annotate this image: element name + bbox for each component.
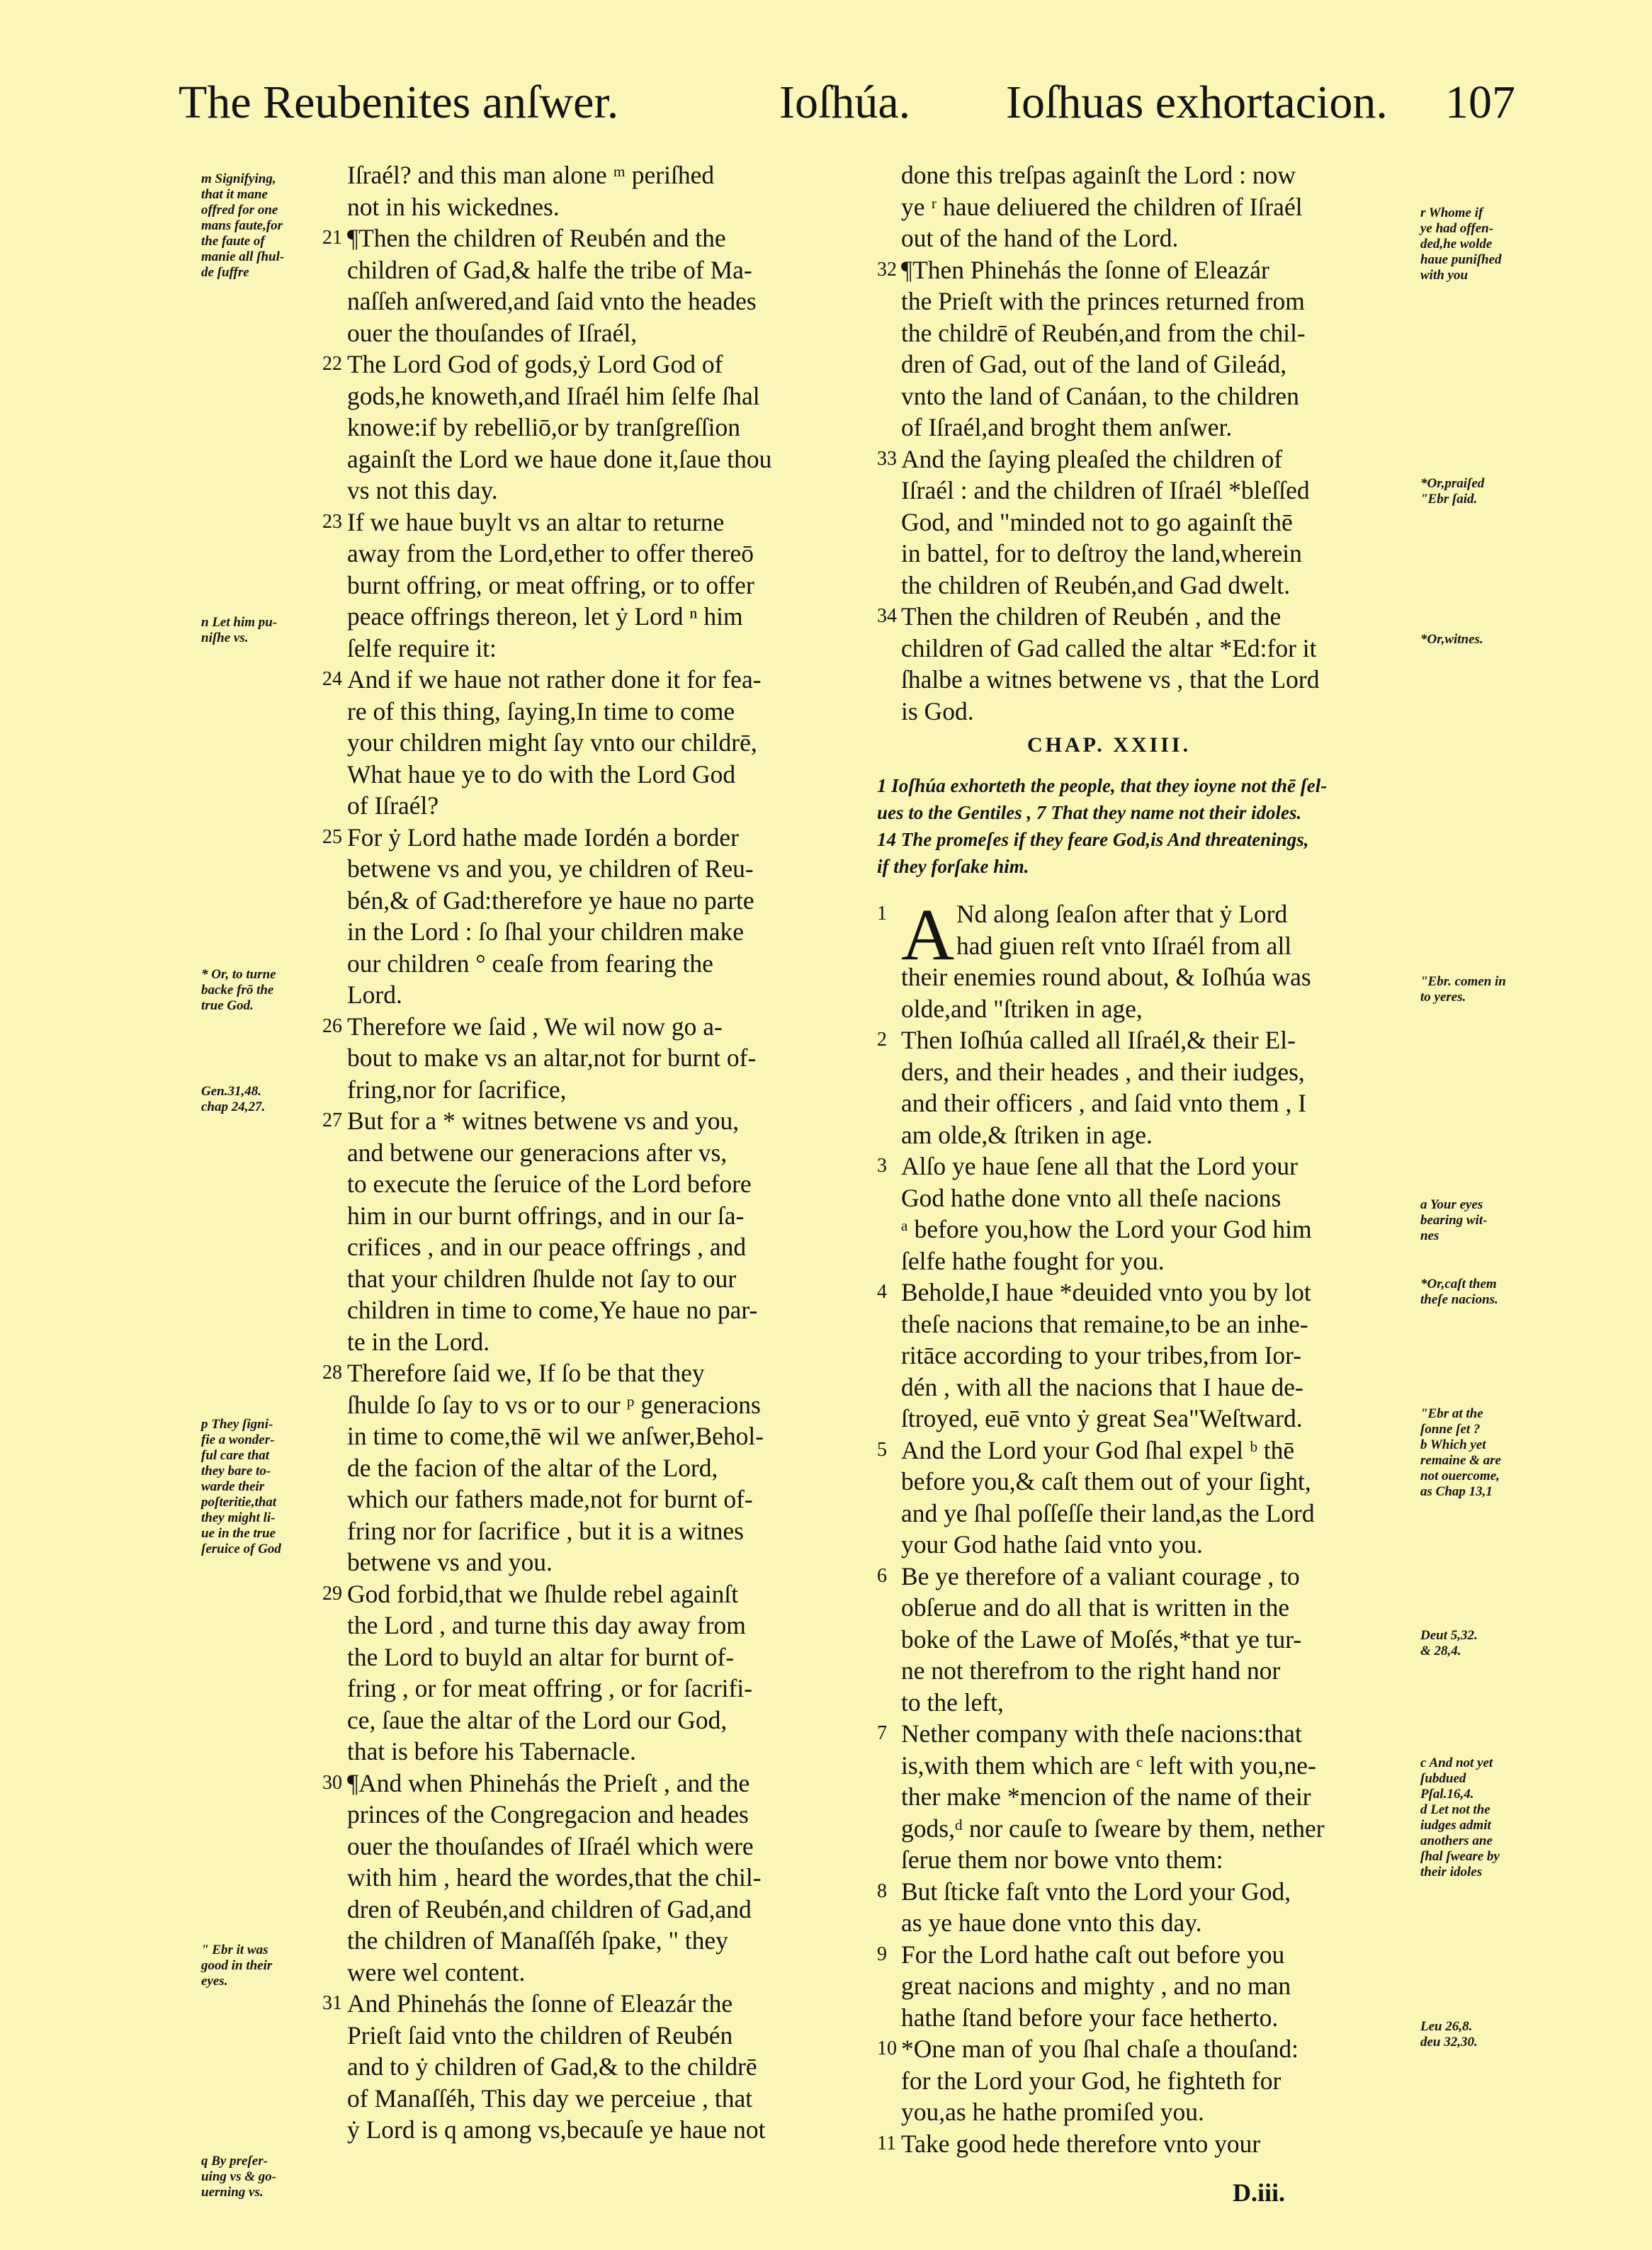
text-line: which our fathers made,not for burnt of-: [347, 1485, 753, 1513]
verse-number: 23: [322, 510, 342, 533]
text-line: gods,he knoweth,and Iſraél him ſelfe ſhal: [347, 381, 760, 410]
text-line: ſtroyed, euē vnto ẏ great Sea"Weſtward.: [901, 1404, 1303, 1432]
text-line: their enemies round about, & Ioſhúa was: [901, 963, 1311, 991]
text-line: great nacions and mighty , and no man: [901, 1972, 1291, 2000]
text-line: If we haue buylt vs an altar to returne: [347, 507, 725, 536]
text-line: were wel content.: [347, 1957, 526, 1986]
text-line: Nd along ſeaſon after that ẏ Lord: [956, 900, 1288, 928]
margin-note: m Signifying, that it mane offred for one mans faute,for the faute of manie all ſhul- de ſuffre: [201, 171, 285, 280]
margin-note: *Or,praiſed "Ebr ſaid.: [1420, 476, 1485, 507]
text-line: burnt offring, or meat offring, or to offer: [347, 570, 754, 599]
text-line: And Phinehás the ſonne of Eleazár the: [347, 1989, 733, 2018]
text-line: Therefore ſaid we, If ſo be that they: [347, 1359, 705, 1387]
text-line: Then the children of Reubén , and the: [901, 602, 1282, 631]
verse-number: 5: [877, 1438, 887, 1461]
text-line: for the Lord your God, he fighteth for: [901, 2066, 1282, 2095]
margin-note: Gen.31,48. chap 24,27.: [201, 1084, 266, 1114]
text-line: of Iſraél,and broght them anſwer.: [901, 413, 1233, 441]
margin-note: Leu 26,8. deu 32,30.: [1420, 2019, 1478, 2050]
text-line: children of Gad,& halfe the tribe of Ma-: [347, 255, 752, 284]
text-line: ouer the thouſandes of Iſraél,: [347, 318, 638, 347]
text-line: Then Ioſhúa called all Iſraél,& their El-: [901, 1026, 1296, 1054]
text-line: againſt the Lord we haue done it,ſaue thou: [347, 444, 772, 473]
text-line: dén , with all the nacions that I haue de-: [901, 1372, 1303, 1401]
text-line: and betwene our generacions after vs,: [347, 1138, 728, 1167]
text-line: Alſo ye haue ſene all that the Lord your: [901, 1152, 1298, 1180]
verse-number: 1: [877, 903, 887, 925]
text-line: ouer the thouſandes of Iſraél which were: [347, 1831, 754, 1860]
text-line: ders, and their heades , and their iudges,: [901, 1057, 1305, 1086]
header-book-title: Ioſhúa.: [779, 77, 911, 128]
text-line: God, and "minded not to go againſt thē: [901, 507, 1293, 536]
text-line: as ye haue done vnto this day.: [901, 1909, 1202, 1937]
text-line: of Iſraél?: [347, 791, 439, 820]
verse-number: 2: [877, 1029, 887, 1051]
verse-number: 32: [877, 258, 897, 281]
text-line: ¶And when Phinehás the Prieſt , and the: [347, 1768, 750, 1797]
text-line: ſelfe require it:: [347, 633, 497, 662]
text-line: But for a * witnes betwene vs and you,: [347, 1107, 740, 1135]
margin-note: "Ebr at the ſonne ſet ? b Which yet remaine & are not ouercome, as Chap 13,1: [1420, 1406, 1501, 1499]
text-line: God hathe done vnto all theſe nacions: [901, 1183, 1282, 1212]
text-line: Therefore we ſaid , We wil now go a-: [347, 1012, 723, 1041]
text-line: Iſraél : and the children of Iſraél *bleſſed: [901, 476, 1310, 504]
text-line: in the Lord : ſo ſhal your children make: [347, 917, 744, 946]
text-line: the Lord , and turne this day away from: [347, 1611, 746, 1639]
text-line: theſe nacions that remaine,to be an inhe-: [901, 1309, 1308, 1338]
text-line: to execute the ſeruice of the Lord before: [347, 1170, 752, 1198]
verse-number: 10: [877, 2037, 897, 2059]
verse-number: 28: [322, 1362, 342, 1384]
verse-number: 34: [877, 605, 897, 627]
verse-number: 30: [322, 1771, 342, 1794]
chapter-heading: CHAP. XXIII.: [1027, 733, 1192, 757]
text-line: But ſticke faſt vnto the Lord your God,: [901, 1877, 1291, 1906]
verse-number: 29: [322, 1582, 342, 1605]
text-line: the children of Manaſſéh ſpake, " they: [347, 1926, 728, 1955]
text-line: am olde,& ſtriken in age.: [901, 1120, 1153, 1149]
text-line: Lord.: [347, 980, 402, 1009]
margin-note: "Ebr. comen in to yeres.: [1420, 974, 1506, 1005]
margin-note: * Or, to turne backe frō the true God.: [201, 967, 276, 1013]
text-line: gods,ᵈ nor cauſe to ſweare by them, nether: [901, 1814, 1325, 1843]
text-line: the Lord to buyld an altar for burnt of-: [347, 1642, 735, 1671]
text-line: ſhulde ſo ſay to vs or to our ᵖ generacions: [347, 1390, 761, 1419]
text-line: fring,nor for ſacrifice,: [347, 1075, 567, 1104]
text-line: of Manaſſéh, This day we perceiue , that: [347, 2084, 753, 2113]
text-line: you,as he hathe promiſed you.: [901, 2098, 1204, 2126]
text-line: betwene vs and you, ye children of Reu-: [347, 854, 754, 883]
verse-number: 7: [877, 1722, 887, 1744]
margin-note: p They ſigni- fie a wonder- ful care that they bare to- warde their poſteritie,that they might li- ue in the true ſeruice of God: [201, 1417, 281, 1556]
text-line: Take good hede therefore vnto your: [901, 2129, 1261, 2158]
summary-line: if they forſake him.: [877, 856, 1029, 877]
text-line: that your children ſhulde not ſay to our: [347, 1264, 737, 1293]
right-text-column-top: [901, 159, 1417, 727]
text-line: the Prieſt with the princes returned from: [901, 287, 1305, 315]
text-line: For the Lord hathe caſt out before you: [901, 1940, 1285, 1969]
text-line: ritāce according to your tribes,from Ior-: [901, 1341, 1302, 1369]
text-line: de the facion of the altar of the Lord,: [347, 1453, 718, 1482]
margin-note: q By preſer- uing vs & go- uerning vs.: [201, 2154, 277, 2200]
text-line: knowe:if by rebelliō,or by tranſgreſſion: [347, 413, 741, 441]
text-line: vs not this day.: [347, 476, 498, 504]
header-left-title: The Reubenites anſwer.: [179, 77, 619, 128]
text-line: vnto the land of Canáan, to the children: [901, 381, 1299, 410]
text-line: dren of Gad, out of the land of Gileád,: [901, 350, 1287, 378]
text-line: betwene vs and you.: [347, 1548, 553, 1576]
left-text-column: [347, 159, 871, 2146]
verse-number: 11: [877, 2132, 896, 2154]
verse-number: 4: [877, 1281, 887, 1303]
text-line: The Lord God of gods,ẏ Lord God of: [347, 350, 723, 378]
text-line: that is before his Tabernacle.: [347, 1737, 636, 1765]
text-line: in battel, for to deſtroy the land,wherein: [901, 539, 1302, 567]
text-line: And the Lord your God ſhal expel ᵇ thē: [901, 1435, 1295, 1464]
text-line: princes of the Congregacion and heades: [347, 1800, 749, 1828]
text-line: naſſeh anſwered,and ſaid vnto the heades: [347, 287, 757, 315]
text-line: ſerue them nor bowe vnto them:: [901, 1845, 1223, 1874]
text-line: boke of the Lawe of Moſés,*that ye tur-: [901, 1624, 1302, 1653]
text-line: And if we haue not rather done it for fea-: [347, 665, 762, 694]
text-line: obſerue and do all that is written in the: [901, 1593, 1290, 1622]
text-line: hathe ſtand before your face hetherto.: [901, 2003, 1279, 2032]
text-line: ſhalbe a witnes betwene vs , that the Lord: [901, 665, 1320, 694]
text-line: ¶Then the children of Reubén and the: [347, 224, 726, 252]
text-line: For ẏ Lord hathe made Iordén a border: [347, 822, 740, 852]
margin-note: a Your eyes bearing wit- nes: [1420, 1197, 1488, 1243]
margin-note: *Or,witnes.: [1420, 632, 1483, 647]
margin-note: *Or,caſt them theſe nacions.: [1420, 1277, 1498, 1307]
text-line: ne not therefrom to the right hand nor: [901, 1656, 1281, 1685]
text-line: your children might ſay vnto our childrē,: [347, 728, 757, 757]
page-number: 107: [1445, 77, 1515, 128]
text-line: And the ſaying pleaſed the children of: [901, 444, 1283, 473]
margin-note: c And not yet ſubdued Pſal.16,4. d Let not the iudges admit anothers ane ſhal ſweare by their idoles: [1420, 1756, 1500, 1879]
text-line: and ye ſhal poſſeſſe their land,as the Lord: [901, 1498, 1315, 1527]
summary-line: ues to the Gentiles , 7 That they name not their idoles.: [877, 802, 1302, 823]
signature-mark: D.iii.: [1233, 2178, 1286, 2207]
text-line: done this treſpas againſt the Lord : now: [901, 161, 1296, 189]
text-line: and to ẏ children of Gad,& to the childrē: [347, 2052, 757, 2081]
text-line: is,with them which are ᶜ left with you,ne-: [901, 1751, 1316, 1780]
text-line: Prieſt ſaid vnto the children of Reubén: [347, 2020, 733, 2050]
margin-note: " Ebr it was good in their eyes.: [201, 1943, 273, 1989]
text-line: God forbid,that we ſhulde rebel againſt: [347, 1579, 739, 1608]
verse-number: 9: [877, 1943, 887, 1965]
text-line: is God.: [901, 696, 974, 725]
verse-number: 3: [877, 1155, 887, 1177]
text-line: dren of Reubén,and children of Gad,and: [347, 1894, 752, 1923]
text-line: children in time to come,Ye haue no par-: [347, 1296, 758, 1324]
text-line: the children of Reubén,and Gad dwelt.: [901, 570, 1291, 599]
verse-number: 33: [877, 447, 897, 470]
text-line: Nether company with theſe nacions:that: [901, 1719, 1302, 1748]
text-line: ce, ſaue the altar of the Lord our God,: [347, 1705, 728, 1734]
verse-number: 27: [322, 1109, 342, 1131]
verse-number: 25: [322, 825, 342, 848]
summary-line: 1 Ioſhúa exhorteth the people, that they ioyne not thē ſel-: [877, 775, 1328, 796]
verse-number: 8: [877, 1879, 887, 1902]
margin-note: n Let him pu- niſhe vs.: [201, 615, 278, 645]
text-line: *One man of you ſhal chaſe a thouſand:: [901, 2035, 1299, 2063]
text-line: Be ye therefore of a valiant courage , to: [901, 1561, 1300, 1590]
verse-number: 24: [322, 668, 342, 690]
text-line: bout to make vs an altar,not for burnt of-: [347, 1044, 757, 1072]
text-line: our children ° ceaſe from fearing the: [347, 949, 713, 978]
text-line: with him , heard the wordes,that the chil-: [347, 1863, 762, 1892]
verse-number: 31: [322, 1992, 342, 2014]
text-line: te in the Lord.: [347, 1327, 490, 1356]
text-line: crifices , and in our peace offrings , and: [347, 1233, 747, 1261]
text-line: bén,& of Gad:therefore ye haue no parte: [347, 886, 754, 915]
text-line: ¶Then Phinehás the ſonne of Eleazár: [901, 255, 1269, 284]
text-line: ther make *mencion of the name of their: [901, 1782, 1311, 1811]
header-right-title: Ioſhuas exhortacion.: [1006, 77, 1388, 128]
text-line: in time to come,thē wil we anſwer,Behol-: [347, 1422, 764, 1450]
text-line: before you,& caſt them out of your ſight,: [901, 1467, 1311, 1496]
text-line: children of Gad called the altar *Ed:for it: [901, 633, 1317, 662]
verse-number: 21: [322, 227, 342, 249]
text-line: ye ʳ haue deliuered the children of Iſraél: [901, 192, 1303, 221]
text-line: ſelfe hathe fought for you.: [901, 1246, 1165, 1275]
text-line: peace offrings thereon, let ẏ Lord ⁿ him: [347, 602, 743, 631]
text-line: away from the Lord,ether to offer thereō: [347, 539, 754, 567]
text-line: olde,and "ſtriken in age,: [901, 994, 1143, 1023]
text-line: re of this thing, ſaying,In time to come: [347, 696, 735, 725]
verse-number: 6: [877, 1564, 887, 1587]
text-line: the childrē of Reubén,and from the chil-: [901, 318, 1306, 347]
chapter-summary: [877, 772, 1422, 880]
verse-number: 26: [322, 1014, 342, 1037]
text-line: fring , or for meat offring , or for ſacrifi-: [347, 1674, 753, 1702]
margin-note: Deut 5,32. & 28,4.: [1420, 1628, 1478, 1658]
right-text-column-bottom: [901, 894, 1417, 2159]
text-line: ẏ Lord is q among vs,becauſe ye haue not: [347, 2115, 766, 2144]
text-line: not in his wickednes.: [347, 192, 560, 221]
text-line: fring nor for ſacrifice , but it is a witnes: [347, 1516, 744, 1545]
text-line: to the left,: [901, 1688, 1004, 1717]
text-line: ᵃ before you,how the Lord your God him: [901, 1215, 1312, 1243]
drop-cap: A: [901, 894, 955, 976]
text-line: Iſraél? and this man alone ᵐ periſhed: [347, 161, 715, 189]
text-line: out of the hand of the Lord.: [901, 224, 1179, 252]
margin-note: r Whome if ye had offen- ded,he wolde haue puniſhed with you: [1420, 205, 1502, 283]
text-line: him in our burnt offrings, and in our ſa-: [347, 1201, 745, 1230]
text-line: What haue ye to do with the Lord God: [347, 759, 736, 788]
text-line: had giuen reſt vnto Iſraél from all: [956, 931, 1292, 960]
text-line: your God hathe ſaid vnto you.: [901, 1530, 1203, 1559]
summary-line: 14 The promeſes if they feare God,is And threatenings,: [877, 829, 1309, 850]
verse-number: 22: [322, 353, 342, 375]
text-line: Beholde,I haue *deuided vnto you by lot: [901, 1278, 1311, 1306]
text-line: and their officers , and ſaid vnto them , I: [901, 1089, 1307, 1117]
